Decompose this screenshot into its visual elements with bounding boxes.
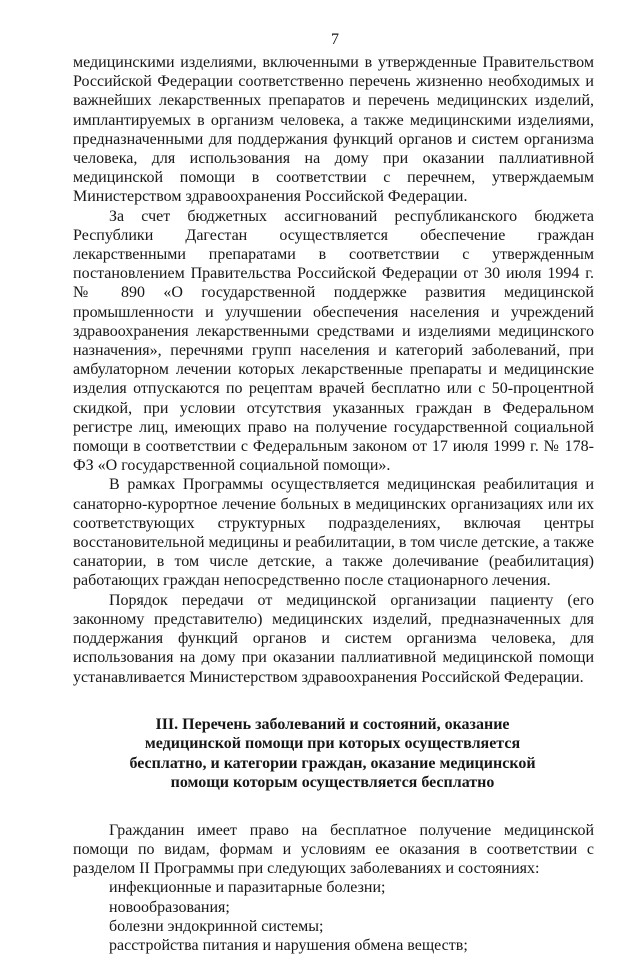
paragraph-budget-funding: За счет бюджетных ассигнований республиканского бюджета Республики Дагестан осуществляется обеспечение граждан лекарственными препаратами в соответствии с утвержденным постановлением Правительства Российской Федерации от 30 июля 1994 г. № 890 «О государственной поддержке развития медицинской промышленности и улучшении обеспечения населения и учреждений здравоохранения лекарственными средствами и изделиями медицинского назначения», перечнями групп населения и категорий заболеваний, при амбулаторном лечении которых лекарственные препараты и медицинские изделия отпускаются по рецептам врачей бесплатно или с 50-процентной скидкой, при условии отсутствия указанных граждан в Федеральном регистре лиц, имеющих право на получение государственной социальной помощи в соответствии с Федеральным законом от 17 июля 1999 г. № 178-ФЗ «О государственной социальной помощи».: [73, 207, 594, 475]
list-item: болезни эндокринной системы;: [109, 917, 324, 935]
paragraph-continuation: медицинскими изделиями, включенными в утвержденные Правительством Российской Федерации соответственно перечень жизненно необходимых и важнейших лекарственных препаратов и перечень медицинских изделий, имплантируемых в организм человека, а также медицинскими изделиями, предназначенными для поддержания функций органов и систем организма человека, для использования на дому при оказании паллиативной медицинской помощи в соответствии с перечнем, утверждаемым Министерством здравоохранения Российской Федерации.: [73, 54, 594, 206]
section-heading-line-4: помощи которым осуществляется бесплатно: [170, 774, 495, 792]
section-heading-line-2: медицинской помощи при которых осуществляется: [144, 735, 521, 753]
page-number: 7: [331, 31, 339, 48]
section-heading-line-3: бесплатно, и категории граждан, оказание медицинской: [129, 754, 536, 772]
document-body: [73, 53, 594, 955]
list-item: инфекционные и паразитарные болезни;: [109, 879, 386, 897]
disease-list: [73, 878, 594, 955]
list-item: расстройства питания и нарушения обмена веществ;: [109, 936, 468, 954]
section-heading-line-1: III. Перечень заболеваний и состояний, оказание: [155, 715, 510, 733]
paragraph-intro: Гражданин имеет право на бесплатное получение медицинской помощи по видам, формам и условиям ее оказания в соответствии с разделом II Программы при следующих заболеваниях и состояниях:: [73, 821, 594, 878]
list-item: новообразования;: [109, 898, 230, 916]
section-heading: [73, 715, 594, 793]
paragraph-rehabilitation: В рамках Программы осуществляется медицинская реабилитация и санаторно-курортное лечение больных в медицинских организациях или их соответствующих структурных подразделениях, включая центры восстановительной медицины и реабилитации, в том числе детские, а также санатории, в том числе детские, а также долечивание (реабилитация) работающих граждан непосредственно после стационарного лечения.: [73, 476, 594, 590]
paragraph-transfer-procedure: Порядок передачи от медицинской организации пациенту (его законному представителю) медицинских изделий, предназначенных для поддержания функций органов и систем организма человека, для использования на дому при оказании паллиативной медицинской помощи устанавливается Министерством здравоохранения Российской Федерации.: [73, 591, 594, 686]
